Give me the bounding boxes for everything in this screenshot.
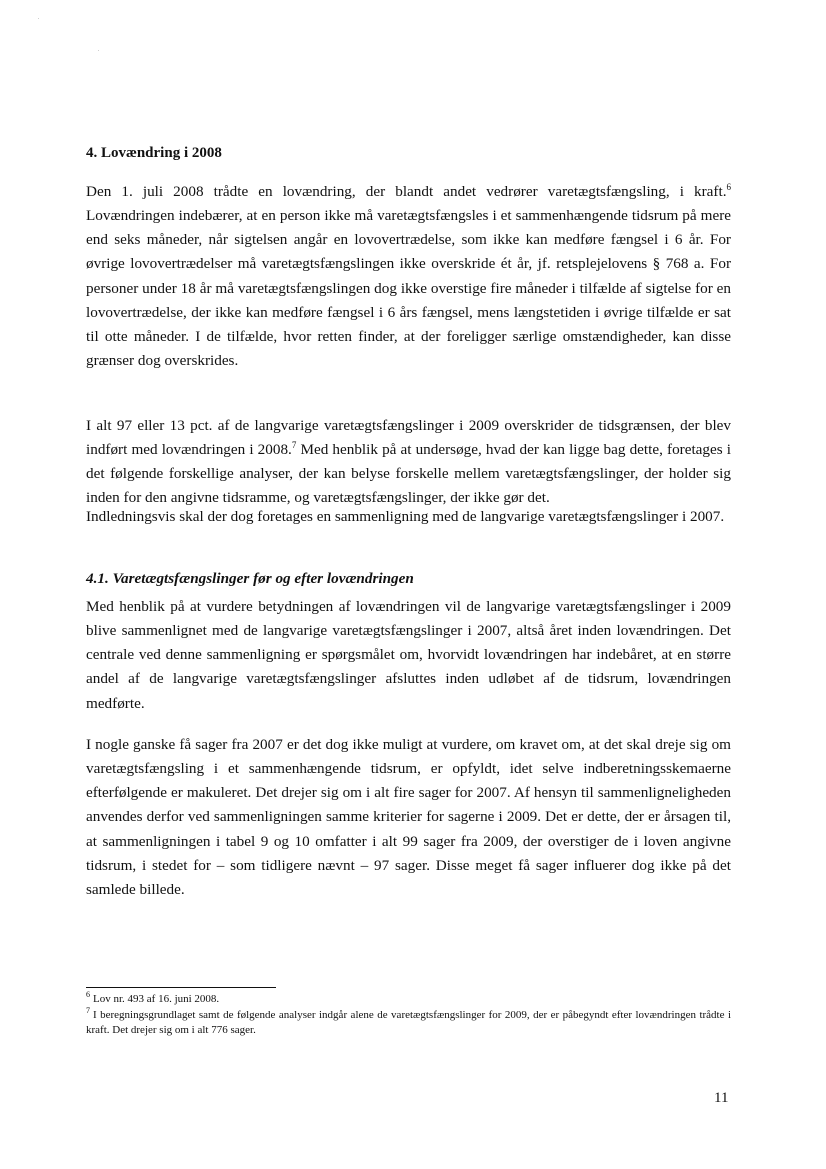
paragraph-2 — [86, 414, 731, 511]
paragraph-1 — [86, 180, 731, 373]
section-heading: 4. Lovændring i 2008 — [86, 145, 222, 161]
footnote-7 — [86, 1008, 731, 1038]
footnote-7-text: I beregningsgrundlaget samt de følgende analyser indgår alene de varetægtsfængslinger for 2009, der er påbegyndt efter lovændringen trådte i kraft. Det drejer sig om i alt 776 sager. — [86, 1009, 731, 1036]
paragraph-2-text-b: Med henblik på at undersøge, hvad der kan ligge bag dette, foretages i det følgende forskellige analyser, der kan belyse forskelle mellem varetægtsfængslinger, der holder sig inden for den angivne tidsramme, og varetægtsfængslinger, der ikke gør det. — [86, 441, 731, 507]
footnote-7-number: 7 — [86, 1006, 90, 1016]
footnote-ref-6[interactable]: 6 — [726, 181, 731, 192]
paragraph-1-text-a: Den 1. juli 2008 trådte en lovændring, der blandt andet vedrører varetægtsfængsling, i kraft. — [86, 183, 727, 200]
footnote-6-number: 6 — [86, 990, 90, 1000]
paragraph-5: I nogle ganske få sager fra 2007 er det dog ikke muligt at vurdere, om kravet om, at det skal dreje sig om varetægtsfængsling i et sammenhængende tidsrum, er opfyldt, idet selve indberetningsskemaerne efterfølgende er makuleret. Det drejer sig om i alt fire sager for 2007. Af hensyn til sammenligneligheden anvendes derfor ved sammenligningen samme kriterier for sagerne i 2009. Det er dette, der er årsagen til, at sammenligningen i tabel 9 og 10 omfatter i alt 99 sager fra 2009, der overstiger de i loven angivne tidsrum, i stedet for – som tidligere nævnt – 97 sager. Disse meget få sager influerer dog ikke på det samlede billede. — [86, 736, 731, 898]
footnote-6 — [86, 992, 731, 1007]
footnote-6-text: Lov nr. 493 af 16. juni 2008. — [93, 993, 220, 1005]
footnote-ref-7[interactable]: 7 — [291, 440, 297, 451]
paragraph-4: Med henblik på at vurdere betydningen af lovændringen vil de langvarige varetægtsfængslinger i 2009 blive sammenlignet med de langvarige varetægtsfængslinger i 2007, altså året inden lovændringen. Det centrale ved denne sammenligning er spørgsmålet om, hvorvidt lovændringen har indebåret, at en større andel af de langvarige varetægtsfængslinger afsluttes inden udløbet af de tidsrum, lovændringen medførte. — [86, 598, 731, 712]
scan-speck — [98, 50, 99, 51]
paragraph-3: Indledningsvis skal der dog foretages en sammenligning med de langvarige varetægtsfængslinger i 2007. — [86, 508, 725, 525]
page-number: 11 — [714, 1090, 729, 1106]
subsection-heading: 4.1. Varetægtsfængslinger før og efter lovændringen — [86, 570, 414, 587]
scan-speck — [38, 18, 39, 19]
paragraph-1-text-b: Lovændringen indebærer, at en person ikke må varetægtsfængsles i et sammenhængende tidsrum på mere end seks måneder, når sigtelsen angår en lovovertrædelse, som ikke kan medføre fængsel i 6 år. For øvrige lovovertrædelser må varetægtsfængslingen ikke overskride ét år, jf. retsplejelovens § 768 a. For personer under 18 år må varetægtsfængslingen dog ikke overstige fire måneder i tilfælde af sigtelse for en lovovertrædelse, der ikke kan medføre fængsel i 6 års fængsel, mens længstetiden i øvrige tilfælde er sat til otte måneder. I de tilfælde, hvor retten finder, at der foreligger særlige omstændigheder, kan disse grænser dog overskrides. — [86, 207, 731, 370]
footnote-divider — [86, 987, 276, 988]
paragraph-2-text-a: I alt 97 eller 13 pct. af de langvarige varetægtsfængslinger i 2009 overskrider de tidsgrænsen, der blev indført med lovændringen i 2008. — [86, 417, 731, 459]
